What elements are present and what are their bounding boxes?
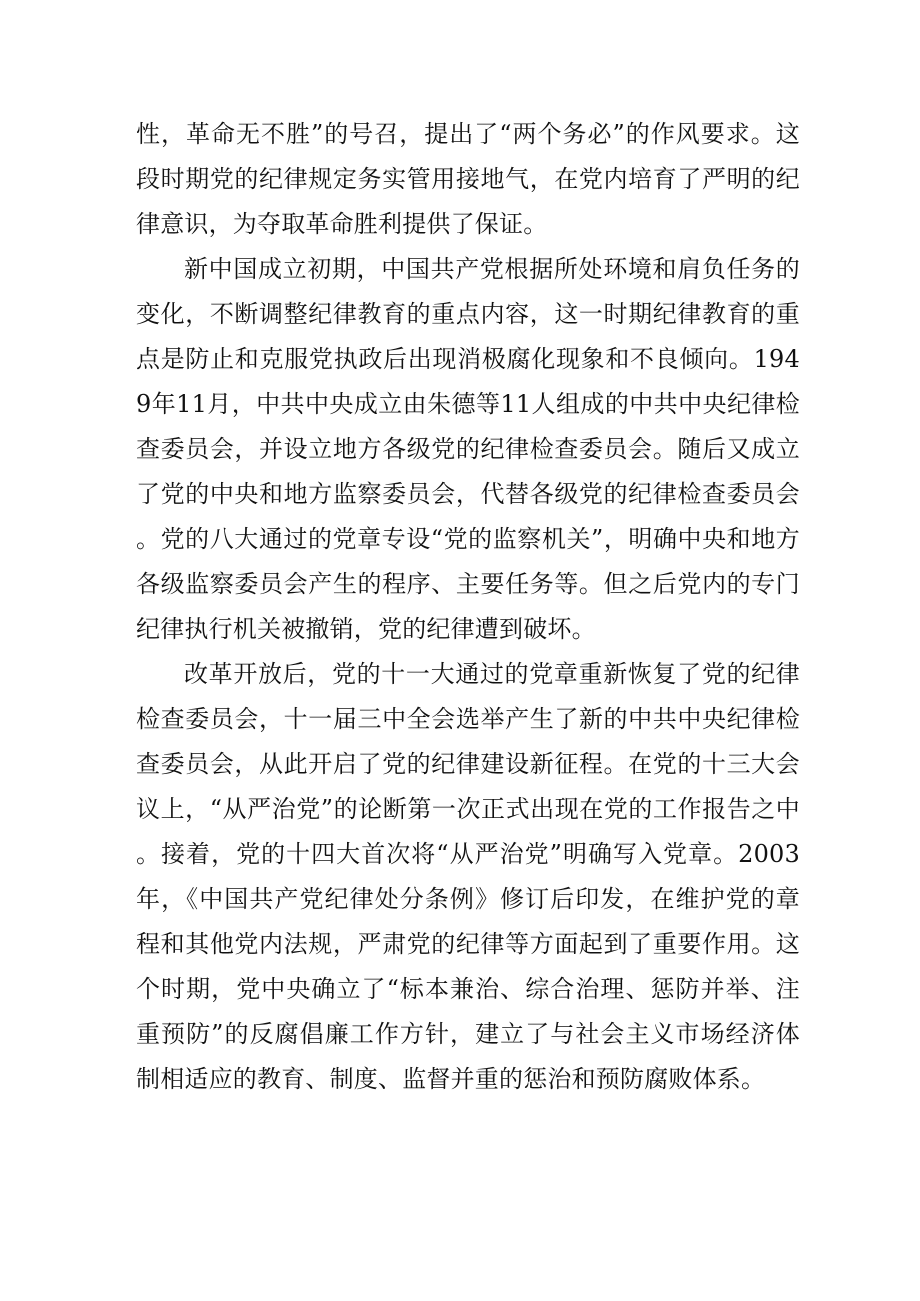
paragraph-early-prc: 新中国成立初期，中国共产党根据所处环境和肩负任务的变化，不断调整纪律教育的重点内容，这一时期纪律教育的重点是防止和克服党执政后出现消极腐化现象和不良倾向。1949年11月，中共中央成立由朱德等11人组成的中共中央纪律检查委员会，并设立地方各级党的纪律检查委员会。随后又成立了党的中央和地方监察委员会，代替各级党的纪律检查委员会。党的八大通过的党章专设“党的监察机关”，明确中央和地方各级监察委员会产生的程序、主要任务等。但之后党内的专门纪律执行机关被撤销，党的纪律遭到破坏。: [136, 255, 800, 643]
document-body: [136, 112, 800, 1102]
paragraph-continuation: 性，革命无不胜”的号召，提出了“两个务必”的作风要求。这段时期党的纪律规定务实管用接地气，在党内培育了严明的纪律意识，为夺取革命胜利提供了保证。: [136, 120, 800, 238]
paragraph-reform-era: 改革开放后，党的十一大通过的党章重新恢复了党的纪律检查委员会，十一届三中全会选举产生了新的中共中央纪律检查委员会，从此开启了党的纪律建设新征程。在党的十三大会议上，“从严治党”的论断第一次正式出现在党的工作报告之中。接着，党的十四大首次将“从严治党”明确写入党章。2003年，《中国共产党纪律处分条例》修订后印发，在维护党的章程和其他党内法规，严肃党的纪律等方面起到了重要作用。这个时期，党中央确立了“标本兼治、综合治理、惩防并举、注重预防”的反腐倡廉工作方针，建立了与社会主义市场经济体制相适应的教育、制度、监督并重的惩治和预防腐败体系。: [136, 660, 800, 1093]
